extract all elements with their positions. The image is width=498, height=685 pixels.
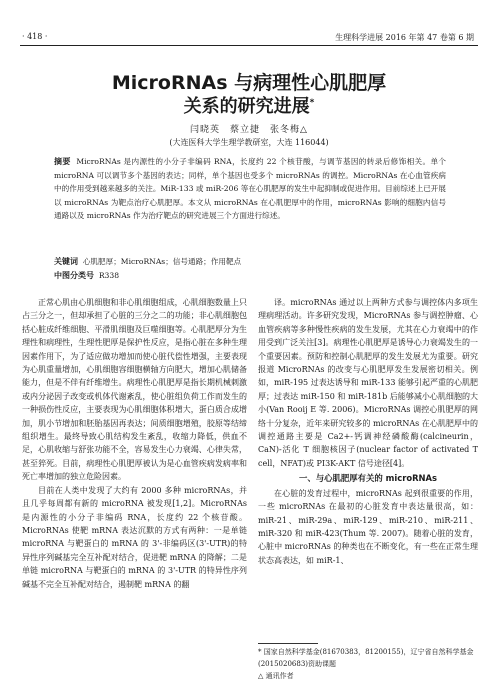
footnotes — [258, 646, 478, 682]
fund-mark: * — [309, 98, 315, 108]
title-line2-text: 关系的研究进展 — [183, 96, 310, 117]
journal-header: 生理科学进展 2016 年第 47 卷第 6 期 — [335, 33, 474, 42]
right-paragraph-2: 在心脏的发育过程中，microRNAs 起到很重要的作用，一些 microRNAs 在最初的心脏发育中表达量很高，如：miR-21、miR-29a、miR-129、miR-210、miR-211、miR-320 和 miR-423(Thum 等. 2007)。随着心脏的发育，心脏中 microRNAs 的种类也在不断变化，有一些在正常生理状态高表达，如 miR-1、 — [258, 488, 478, 565]
section-heading: 一、与心肌肥厚有关的 microRNAs — [298, 473, 438, 484]
left-paragraph-1: 正常心肌由心肌细胞和非心肌细胞组成，心肌细胞数量上只占三分之一，但却承担了心脏的三分之二的功能；非心肌细胞包括心脏成纤维细胞、平滑肌细胞及巨噬细胞等。心肌肥厚分为生理性和病理性，生理性肥厚是保护性反应，是指心脏在多种生理因素作用下，为了适应做功增加而使心脏代偿性增强，主要表现为心肌重量增加，心肌细胞容细胞横轴方向肥大，增加心肌储备能力，但是不伴有纤维增生。病理性心肌肥厚是指长期机械刺激或内分泌因子改变或机体代谢紊乱，使心脏组负荷工作而发生的一种损伤性反应，主要表现为心肌细胞体积增大，蛋白质合成增加，肌小节增加和胚胎基因再表达；间质细胞增殖，胶原等结缔组织增生。最终导致心肌结构发生紊乱，收缩力降低，供血不足，心肌收缩与舒张功能不全，容易发生心力衰竭、心律失常，甚至猝死。目前，病理性心肌肥厚被认为是心血管疾病发病率和死亡率增加的独立危险因素。 — [22, 298, 247, 482]
footnote-divider — [258, 643, 318, 644]
header-divider — [20, 45, 478, 46]
abstract-text: MicroRNAs 是内源性的小分子非编码 RNA，长度约 22 个核苷酸，与调节基因的转录后修饰相关。单个 microRNA 可以调节多个基因的表达；同样，单个基因也受多个 microRNAs 的调控。MicroRNAs 在心血管疾病中的作用受到越来越多的关注。MiR-133 或 miR-206 等在心肌肥厚的发生中起抑制或促进作用。目前综述上已开展以 microRNAs 为靶点治疗心肌肥厚。本文从 microRNAs 在心肌肥厚中的作用，microRNAs 影响的细胞内信号通路以及 microRNAs 作为治疗靶点的研究进展三个方面进行综述。 — [54, 157, 447, 221]
right-paragraph-1: 译。microRNAs 通过以上两种方式参与调控体内多项生理病理活动。许多研究发现，MicroRNAs 参与调控肿瘤、心血管疾病等多种慢性疾病的发生发展，尤其在心力衰竭中的作用受到广泛关注[3]。病理性心肌肥厚是诱导心力衰竭发生的一个重要因素。预防和控制心肌肥厚的发生发展尤为重要。研究报道 MicroRNAs 的改变与心肌肥厚发生发展密切相关。例如，miR-195 过表达诱导和 miR-133 能够引起严重的心肌肥厚；过表达 miR-150 和 miR-181b 后能够减小心肌细胞的大小(Van Rooij E 等. 2006)。MicroRNAs 调控心肌肥厚的网络十分复杂，近年来研究较多的 microRNAs 在心肌肥厚中的调控通路主要是 Ca2+-钙调神经磷酸酶(calcineurin，CaN)-活化 T 细胞核因子(nuclear factor of activated T cell，NFAT)或 PI3K-AKT 信号途径[4]。 — [258, 298, 478, 468]
keywords-text: 心肌肥厚；MicroRNAs；信号通路；作用靶点 — [82, 257, 242, 266]
footnote-fund: * 国家自然科学基金(81670383，81200155)，辽宁省自然科学基金(2015020683)资助课题 — [258, 648, 474, 668]
authors: 闫晓英 蔡立捷 张冬梅△ — [190, 125, 308, 135]
classification-code: R338 — [98, 271, 120, 280]
left-column — [22, 296, 247, 591]
title-line2 — [0, 92, 498, 118]
page-number: · 418 · — [22, 32, 48, 41]
keywords-label: 关键词 — [54, 257, 78, 266]
classification-label: 中图分类号 — [54, 271, 94, 280]
classification — [54, 270, 119, 281]
left-paragraph-2: 目前在人类中发现了大约有 2000 多种 microRNAs，并且几乎每周都有新的 microRNA 被发现[1,2]。MicroRNAs 是内源性的小分子非编码 RNA，长度约 22 个核苷酸。MicroRNAs 使靶 mRNA 表达沉默的方式有两种：一是单链 microRNA 与靶蛋白的 mRNA 的 3'-非编码区(3'-UTR)的特异性序列碱基完全互补配对结合，促进靶 mRNA 的降解；二是单链 microRNA 与靶蛋白的 mRNA 的 3'-UTR 的特异性序列碱基不完全互补配对结合，遏制靶 mRNA 的翻 — [22, 485, 247, 589]
abstract — [54, 155, 446, 223]
keywords — [54, 256, 241, 267]
abstract-label: 摘要 — [54, 157, 71, 166]
footnote-corresponding: △ 通讯作者 — [258, 672, 294, 680]
right-column — [258, 296, 478, 567]
affiliation: (大连医科大学生理学教研室，大连 116044) — [169, 138, 329, 147]
title-line1: MicroRNAs 与病理性心肌肥厚 — [111, 72, 387, 94]
